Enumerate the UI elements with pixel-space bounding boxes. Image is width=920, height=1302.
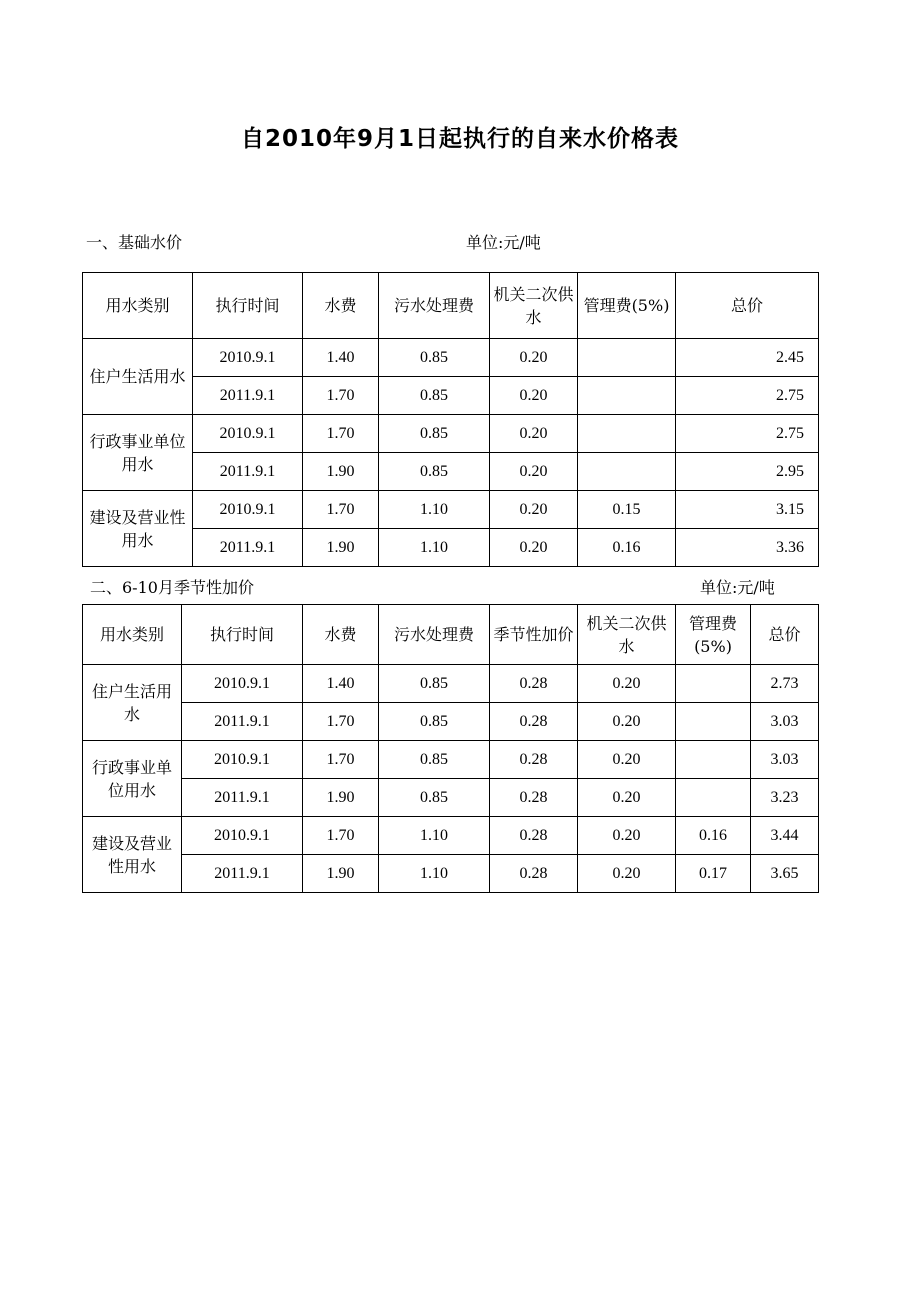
total-cell: 2.73	[751, 665, 819, 703]
table-header-row	[83, 605, 819, 665]
table-row	[83, 665, 819, 703]
value-cell: 0.20	[578, 703, 676, 741]
value-cell: 1.90	[303, 779, 379, 817]
total-cell: 3.44	[751, 817, 819, 855]
value-cell: 0.20	[578, 779, 676, 817]
header-cell: 总价	[751, 605, 819, 665]
value-cell: 1.10	[379, 817, 490, 855]
value-cell: 0.15	[578, 491, 676, 529]
value-cell: 1.70	[303, 741, 379, 779]
value-cell: 1.70	[303, 491, 379, 529]
value-cell: 0.20	[490, 491, 578, 529]
section1-heading: 一、基础水价	[86, 233, 183, 252]
total-cell: 3.15	[676, 491, 819, 529]
header-cell: 污水处理费	[379, 273, 490, 339]
value-cell: 0.20	[578, 665, 676, 703]
value-cell: 0.20	[578, 817, 676, 855]
date-cell: 2010.9.1	[193, 415, 303, 453]
value-cell: 0.17	[676, 855, 751, 893]
value-cell: 0.28	[490, 817, 578, 855]
value-cell: 0.20	[490, 453, 578, 491]
value-cell: 0.20	[490, 529, 578, 567]
total-cell: 3.03	[751, 741, 819, 779]
value-cell: 1.90	[303, 855, 379, 893]
date-cell: 2010.9.1	[182, 741, 303, 779]
date-cell: 2010.9.1	[193, 491, 303, 529]
seasonal-price-table	[82, 604, 819, 893]
date-cell: 2011.9.1	[182, 703, 303, 741]
header-cell: 管理费(5%)	[578, 273, 676, 339]
category-cell: 行政事业单位用水	[83, 415, 193, 491]
section2-heading: 二、6-10月季节性加价	[90, 578, 254, 597]
value-cell: 1.10	[379, 529, 490, 567]
base-price-table	[82, 272, 819, 567]
value-cell	[676, 665, 751, 703]
header-cell: 用水类别	[83, 273, 193, 339]
value-cell: 0.85	[379, 339, 490, 377]
table-row	[83, 377, 819, 415]
value-cell: 0.16	[578, 529, 676, 567]
value-cell: 0.85	[379, 377, 490, 415]
date-cell: 2010.9.1	[193, 339, 303, 377]
table-row	[83, 453, 819, 491]
table-header-row	[83, 273, 819, 339]
section2-unit: 单位:元/吨	[700, 578, 775, 597]
value-cell: 0.28	[490, 779, 578, 817]
header-cell: 执行时间	[182, 605, 303, 665]
total-cell: 3.36	[676, 529, 819, 567]
value-cell: 0.85	[379, 415, 490, 453]
header-cell: 执行时间	[193, 273, 303, 339]
total-cell: 2.45	[676, 339, 819, 377]
value-cell: 1.90	[303, 529, 379, 567]
date-cell: 2011.9.1	[193, 529, 303, 567]
header-cell: 季节性加价	[490, 605, 578, 665]
value-cell: 0.20	[490, 415, 578, 453]
header-cell: 机关二次供水	[578, 605, 676, 665]
value-cell: 1.10	[379, 491, 490, 529]
table-row	[83, 779, 819, 817]
table-row	[83, 817, 819, 855]
value-cell: 1.70	[303, 377, 379, 415]
header-cell: 机关二次供水	[490, 273, 578, 339]
total-cell: 2.75	[676, 415, 819, 453]
value-cell: 0.85	[379, 779, 490, 817]
category-cell: 建设及营业性用水	[83, 491, 193, 567]
total-cell: 2.95	[676, 453, 819, 491]
value-cell: 0.28	[490, 665, 578, 703]
category-cell: 行政事业单位用水	[83, 741, 182, 817]
value-cell: 0.20	[578, 741, 676, 779]
date-cell: 2011.9.1	[182, 779, 303, 817]
value-cell: 0.28	[490, 703, 578, 741]
value-cell: 1.40	[303, 665, 379, 703]
value-cell: 1.70	[303, 703, 379, 741]
value-cell: 0.28	[490, 855, 578, 893]
value-cell	[676, 703, 751, 741]
header-cell: 管理费(5%)	[676, 605, 751, 665]
value-cell: 1.10	[379, 855, 490, 893]
section1-unit: 单位:元/吨	[466, 233, 541, 252]
date-cell: 2011.9.1	[182, 855, 303, 893]
value-cell: 0.85	[379, 665, 490, 703]
table-row	[83, 415, 819, 453]
page-title: 自2010年9月1日起执行的自来水价格表	[240, 126, 680, 152]
value-cell	[578, 453, 676, 491]
value-cell: 0.85	[379, 741, 490, 779]
value-cell: 0.85	[379, 453, 490, 491]
header-cell: 用水类别	[83, 605, 182, 665]
total-cell: 3.65	[751, 855, 819, 893]
value-cell	[578, 339, 676, 377]
value-cell	[676, 741, 751, 779]
value-cell: 0.85	[379, 703, 490, 741]
value-cell	[578, 415, 676, 453]
value-cell: 1.90	[303, 453, 379, 491]
value-cell	[578, 377, 676, 415]
table-row	[83, 855, 819, 893]
total-cell: 3.03	[751, 703, 819, 741]
table-row	[83, 703, 819, 741]
table-row	[83, 339, 819, 377]
table-row	[83, 491, 819, 529]
table-row	[83, 741, 819, 779]
header-cell: 总价	[676, 273, 819, 339]
value-cell: 0.16	[676, 817, 751, 855]
header-cell: 水费	[303, 273, 379, 339]
header-cell: 水费	[303, 605, 379, 665]
total-cell: 2.75	[676, 377, 819, 415]
header-cell: 污水处理费	[379, 605, 490, 665]
date-cell: 2010.9.1	[182, 817, 303, 855]
value-cell: 0.28	[490, 741, 578, 779]
value-cell: 1.70	[303, 415, 379, 453]
total-cell: 3.23	[751, 779, 819, 817]
date-cell: 2010.9.1	[182, 665, 303, 703]
category-cell: 住户生活用水	[83, 665, 182, 741]
value-cell: 0.20	[490, 377, 578, 415]
value-cell: 0.20	[490, 339, 578, 377]
category-cell: 住户生活用水	[83, 339, 193, 415]
value-cell	[676, 779, 751, 817]
value-cell: 0.20	[578, 855, 676, 893]
value-cell: 1.40	[303, 339, 379, 377]
category-cell: 建设及营业性用水	[83, 817, 182, 893]
date-cell: 2011.9.1	[193, 453, 303, 491]
value-cell: 1.70	[303, 817, 379, 855]
table-row	[83, 529, 819, 567]
date-cell: 2011.9.1	[193, 377, 303, 415]
